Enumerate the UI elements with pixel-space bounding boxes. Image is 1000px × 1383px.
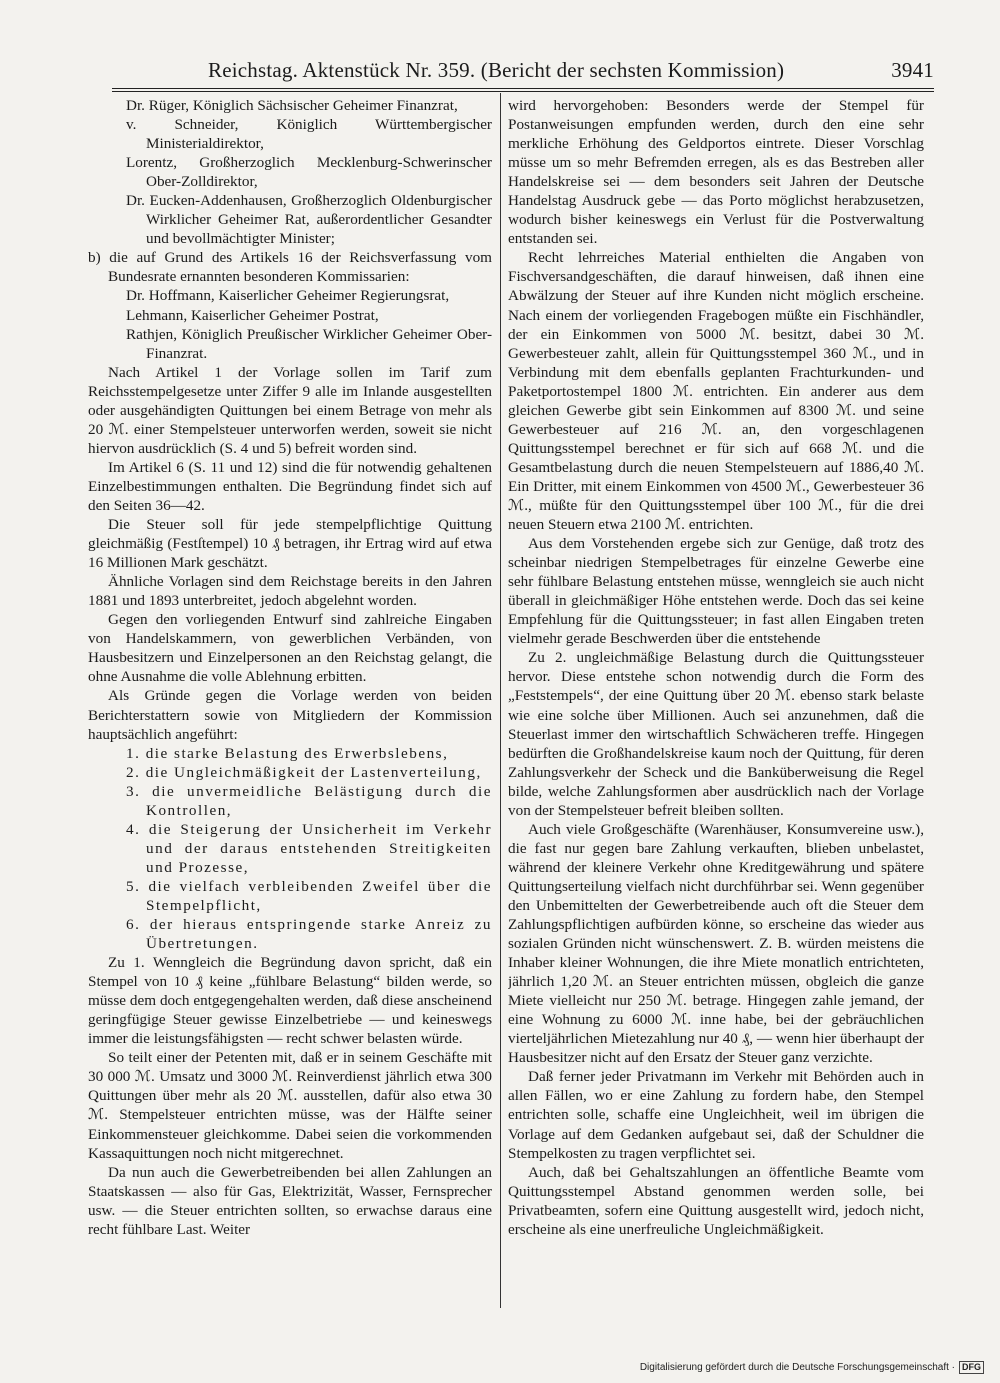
paragraph: Daß ferner jeder Privatmann im Verkehr mit Behörden auch in allen Fällen, wo er eine Zahlung zu fordern habe, den Stempel entrichten solle, schaffe eine Ungleichheit, weil im übrigen die Vorlage auf dem Gedanken aufgebaut sei, daß der Schuldner die Stempelkosten zu tragen verpflichtet sei. [508,1068,924,1162]
paragraph: Auch, daß bei Gehaltszahlungen an öffentliche Beamte vom Quittungsstempel Abstand genommen werden solle, bei Privatbeamten, sofern eine Quittung ausgestellt wird, jedoch nicht, erscheine als eine unerfreuliche Ungleichmäßigkeit. [508,1163,924,1238]
paragraph: 1. die starke Belastung des Erwerbslebens, [126,744,449,762]
paragraph: Auch viele Großgeschäfte (Warenhäuser, Konsumvereine usw.), die fast nur gegen bare Zahlung verkauften, blieben unbelastet, während der kleinere Verkehr ohne Kreditgewährung und spätere Quittungserteilung vielfach nicht durchführbar sei. Wenn gegenüber den Unbemittelten der Gewerbetreibende auch oft die Steuer dem Zahlungspflichtigen aufbürden könne, so erscheine das wieder aus sozialen Gründen nicht wünschenswert. Z. B. würden meistens die Inhaber kleiner Wohnungen, die ihre Miete monatlich entrichteten, jährlich 1,20 ℳ. an Steuer entrichten müssen, obgleich die ganze Miete vielleicht nur 250 ℳ. betrage. Hingegen zahle jemand, der eine Wohnung zu 6000 ℳ. inne habe, bei der gebräuchlichen vierteljährlichen Mietezahlung nur 40 ₰, — wenn hier überhaupt der Hausbesitzer nicht auf den Ersatz der Steuer ganz verzichte. [508,820,924,1067]
paragraph: Aus dem Vorstehenden ergebe sich zur Genüge, daß trotz des scheinbar niedrigen Stempelbetrages für einzelne Gewerbe eine sehr fühlbare Belastung entstehen müsse, wenngleich sie auch nicht überall in gleichmäßiger Höhe entstehen werde. Doch das sei keine Empfehlung für die Quittungssteuer; in fast allen Eingaben treten vielmehr gerade Beschwerden über die entstehende [508,535,924,648]
right-text-column [508,96,924,1306]
paragraph: Ähnliche Vorlagen sind dem Reichstage bereits in den Jahren 1881 und 1893 unterbreitet, jedoch abgelehnt worden. [88,573,492,610]
paragraph: So teilt einer der Petenten mit, daß er in seinem Geschäfte mit 30 000 ℳ. Umsatz und 3000 ℳ. Reinverdienst jährlich etwa 300 Quittungen über mehr als 20 ℳ. ausstellen, dafür also etwa 30 ℳ. Stempelsteuer entrichten müsse, was der Hälfte seiner Einkommensteuer gleichkomme. Dabei seien die vorkommenden Kassaquittungen noch nicht mitgerechnet. [88,1049,492,1162]
paragraph: v. Schneider, Königlich Württembergischer Ministerialdirektor, [126,116,492,153]
paragraph: wird hervorgehoben: Besonders werde der Stempel für Postanweisungen empfunden werden, durch den eine sehr merkliche Erhöhung des Geldportos eintrete. Dieser Vorschlag müsse um so mehr Befremden erregen, als es das Bestreben aller Handelskreise sei — dem besonders seit Jahren der Deutsche Handelstag Ausdruck gebe — das Porto möglichst herabzusetzen, wodurch bisher keineswegs ein Verlust für die Postverwaltung entstanden sei. [508,97,924,248]
left-text-column [88,96,492,1306]
paragraph: 5. die vielfach verbleibenden Zweifel über die Stempelpflicht, [126,877,492,914]
column-divider [500,93,501,1308]
paragraph: Dr. Eucken-Addenhausen, Großherzoglich Oldenburgischer Wirklicher Geheimer Rat, außerordentlicher Gesandter und bevollmächtigter Minister; [126,192,492,248]
paragraph: Zu 1. Wenngleich die Begründung davon spricht, daß ein Stempel von 10 ₰ keine „fühlbare Belastung“ bilden werde, so müsse dem doch entgegengehalten werden, daß diese anscheinend geringfügige Steuer gewisse Einzelbetriebe — und keineswegs immer die leistungsfähigsten — recht schwer belasten würde. [88,954,492,1048]
paragraph: 4. die Steigerung der Unsicherheit im Verkehr und der daraus entstehenden Streitigkeiten und Prozesse, [126,820,492,876]
page-number: 3941 [891,58,934,82]
paragraph: 6. der hieraus entspringende starke Anreiz zu Übertretungen. [126,916,492,953]
paragraph: 3. die unvermeidliche Belästigung durch die Kontrollen, [126,782,492,819]
paragraph: Als Gründe gegen die Vorlage werden von beiden Berichterstattern sowie von Mitgliedern der Kommission hauptsächlich angeführt: [88,687,492,743]
paragraph: Recht lehrreiches Material enthielten die Angaben von Fischversandgeschäften, die darauf hinweisen, daß ihnen eine Abwälzung der Steuer auf ihre Kunden nicht möglich erscheine. Nach einem der vorliegenden Fragebogen müßte ein Fischhändler, der ein Einkommen von 5000 ℳ. besitzt, dabei 30 ℳ. Gewerbesteuer zahlt, allein für Quittungsstempel 360 ℳ., und in Verbindung mit dem ebenfalls geplanten Frachturkunden- und Paketportostempel 1800 ℳ. entrichten. Ein anderer aus dem gleichen Gewerbe gibt sein Einkommen auf 8300 ℳ. und seine Gewerbesteuer auf 216 ℳ. an, den vorgeschlagenen Quittungsstempel berechnet er für sich auf 668 ℳ. und die Gesamtbelastung durch die neuen Stempelsteuern auf 1886,40 ℳ. Ein Dritter, mit einem Einkommen von 4500 ℳ., Gewerbesteuer 36 ℳ., müßte für den Quittungsstempel über 100 ℳ., für die drei neuen Steuern etwa 2100 ℳ. entrichten. [508,249,924,534]
paragraph: Im Artikel 6 (S. 11 und 12) sind die für notwendig gehaltenen Einzelbestimmungen enthalten. Die Begründung findet sich auf den Seiten 36—42. [88,458,492,514]
header-rule-secondary [112,91,934,92]
paragraph: Zu 2. ungleichmäßige Belastung durch die Quittungssteuer hervor. Diese entstehe schon notwendig durch die Form des „Feststempels“, der eine Quittung über 20 ℳ. ebenso stark belaste wie eine solche über Millionen. Auch sei anzunehmen, daß die Steuerlast immer den wirtschaftlich Schwächeren treffe. Hingegen bedürften die Großhandelskreise kaum noch der Quittung, für deren Zahlungsverkehr der Scheck und die Banküberweisung die Regel bilde, welche Zahlungsformen aber ausdrücklich nach der Vorlage von der Stempelsteuer befreit bleiben sollten. [508,649,924,819]
page-header-title: Reichstag. Aktenstück Nr. 359. (Bericht der sechsten Kommission) [208,58,785,82]
paragraph: Lorentz, Großherzoglich Mecklenburg-Schwerinscher Ober-Zolldirektor, [126,154,492,191]
dfg-logo: DFG [959,1361,984,1374]
paragraph: Da nun auch die Gewerbetreibenden bei allen Zahlungen an Staatskassen — also für Gas, Elektrizität, Wasser, Fernsprecher usw. — die Steuer entrichten sollten, so erwachse daraus eine recht fühlbare Last. Weiter [88,1163,492,1238]
paragraph: Dr. Hoffmann, Kaiserlicher Geheimer Regierungsrat, [126,287,450,305]
paragraph: Die Steuer soll für jede stempelpflichtige Quittung gleichmäßig (Festſtempel) 10 ₰ betragen, ihr Ertrag wird auf etwa 16 Millionen Mark geschätzt. [88,516,492,572]
footer-text: Digitalisierung gefördert durch die Deutsche Forschungsgemeinschaft · [639,1362,955,1373]
paragraph: Lehmann, Kaiserlicher Geheimer Postrat, [126,306,379,324]
paragraph: Rathjen, Königlich Preußischer Wirklicher Geheimer Ober-Finanzrat. [126,325,492,362]
paragraph: Gegen den vorliegenden Entwurf sind zahlreiche Eingaben von Handelskammern, von gewerblichen Verbänden, von Hausbesitzern und Einzelpersonen an den Reichstag gelangt, die ohne Ausnahme die volle Ablehnung erbitten. [88,611,492,686]
paragraph: Nach Artikel 1 der Vorlage sollen im Tarif zum Reichsstempelgesetze unter Ziffer 9 alle im Inlande ausgestellten oder ausgehändigten Quittungen bei einem Betrage von mehr als 20 ℳ. einer Stempelsteuer unterworfen werden, soweit sie nicht hiervon ausdrücklich (S. 4 und 5) befreit worden sind. [88,363,492,457]
footer-credit [640,1361,984,1374]
running-header [112,58,934,86]
header-rule [112,88,934,89]
paragraph: Dr. Rüger, Königlich Sächsischer Geheimer Finanzrat, [126,97,458,114]
paragraph: b) die auf Grund des Artikels 16 der Reichsverfassung vom Bundesrate ernannten besonderen Kommissarien: [88,249,492,286]
paragraph: 2. die Ungleichmäßigkeit der Lastenverteilung, [126,763,482,781]
